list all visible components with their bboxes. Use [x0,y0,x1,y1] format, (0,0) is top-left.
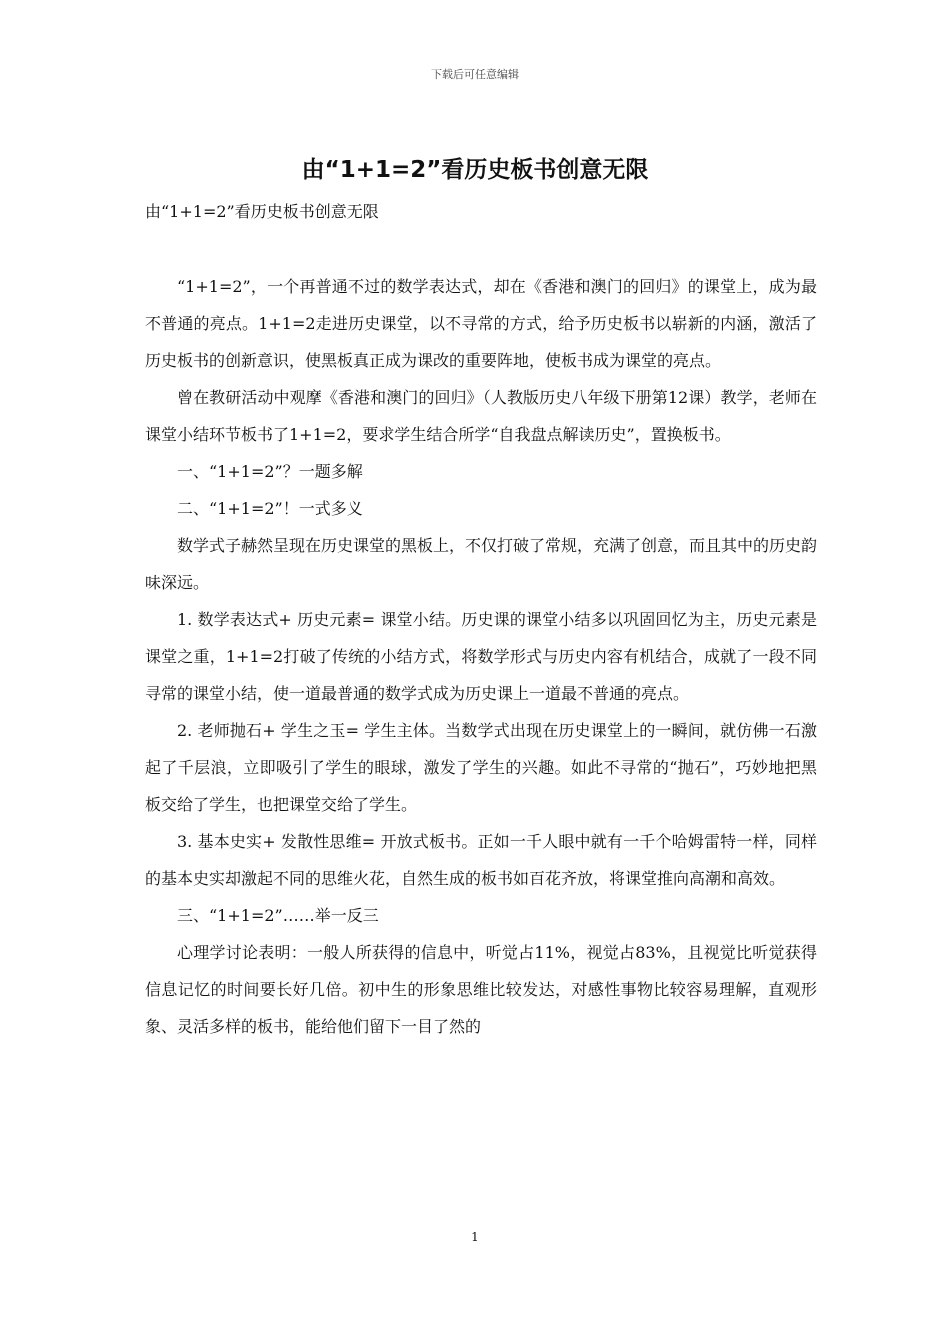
list-item-2: 2. 老师抛石+ 学生之玉= 学生主体。当数学式出现在历史课堂上的一瞬间，就仿佛一石激起了千层浪，立即吸引了学生的眼球，激发了学生的兴趣。如此不寻常的“抛石”，巧妙地把黑板交给了学生，也把课堂交给了学生。 [145,721,817,814]
list-item-1: 1. 数学表达式+ 历史元素= 课堂小结。历史课的课堂小结多以巩固回忆为主，历史元素是课堂之重，1+1=2打破了传统的小结方式，将数学形式与历史内容有机结合，成就了一段不同寻常的课堂小结，使一道最普通的数学式成为历史课上一道最不普通的亮点。 [145,610,817,703]
section-heading-two: 二、“1+1=2”！一式多义 [177,499,363,518]
paragraph-psychology: 心理学讨论表明：一般人所获得的信息中，听觉占11%，视觉占83%，且视觉比听觉获得信息记忆的时间要长好几倍。初中生的形象思维比较发达，对感性事物比较容易理解，直观形象、灵活多样的板书，能给他们留下一目了然的 [145,943,817,1036]
paragraph-formula-on-board: 数学式子赫然呈现在历史课堂的黑板上，不仅打破了常规，充满了创意，而且其中的历史韵味深远。 [145,536,818,592]
list-item-3: 3. 基本史实+ 发散性思维= 开放式板书。正如一千人眼中就有一千个哈姆雷特一样，同样的基本史实却激起不同的思维火花，自然生成的板书如百花齐放，将课堂推向高潮和高效。 [145,832,817,888]
section-heading-three: 三、“1+1=2”……举一反三 [177,906,379,925]
paragraph-intro: “1+1=2”，一个再普通不过的数学表达式，却在《香港和澳门的回归》的课堂上，成为最不普通的亮点。1+1=2走进历史课堂，以不寻常的方式，给予历史板书以崭新的内涵，激活了历史板书的创新意识，使黑板真正成为课改的重要阵地，使板书成为课堂的亮点。 [145,277,817,370]
page-number: 1 [471,1230,479,1244]
document-subtitle: 由“1+1=2”看历史板书创意无限 [145,202,379,221]
document-body [145,268,817,1045]
paragraph-observation: 曾在教研活动中观摩《香港和澳门的回归》（人教版历史八年级下册第12课）教学，老师在课堂小结环节板书了1+1=2，要求学生结合所学“自我盘点解读历史”，置换板书。 [145,388,817,444]
header-note: 下载后可任意编辑 [431,68,519,81]
section-heading-one: 一、“1+1=2”？一题多解 [177,462,363,481]
document-title: 由“1+1=2”看历史板书创意无限 [301,157,649,183]
